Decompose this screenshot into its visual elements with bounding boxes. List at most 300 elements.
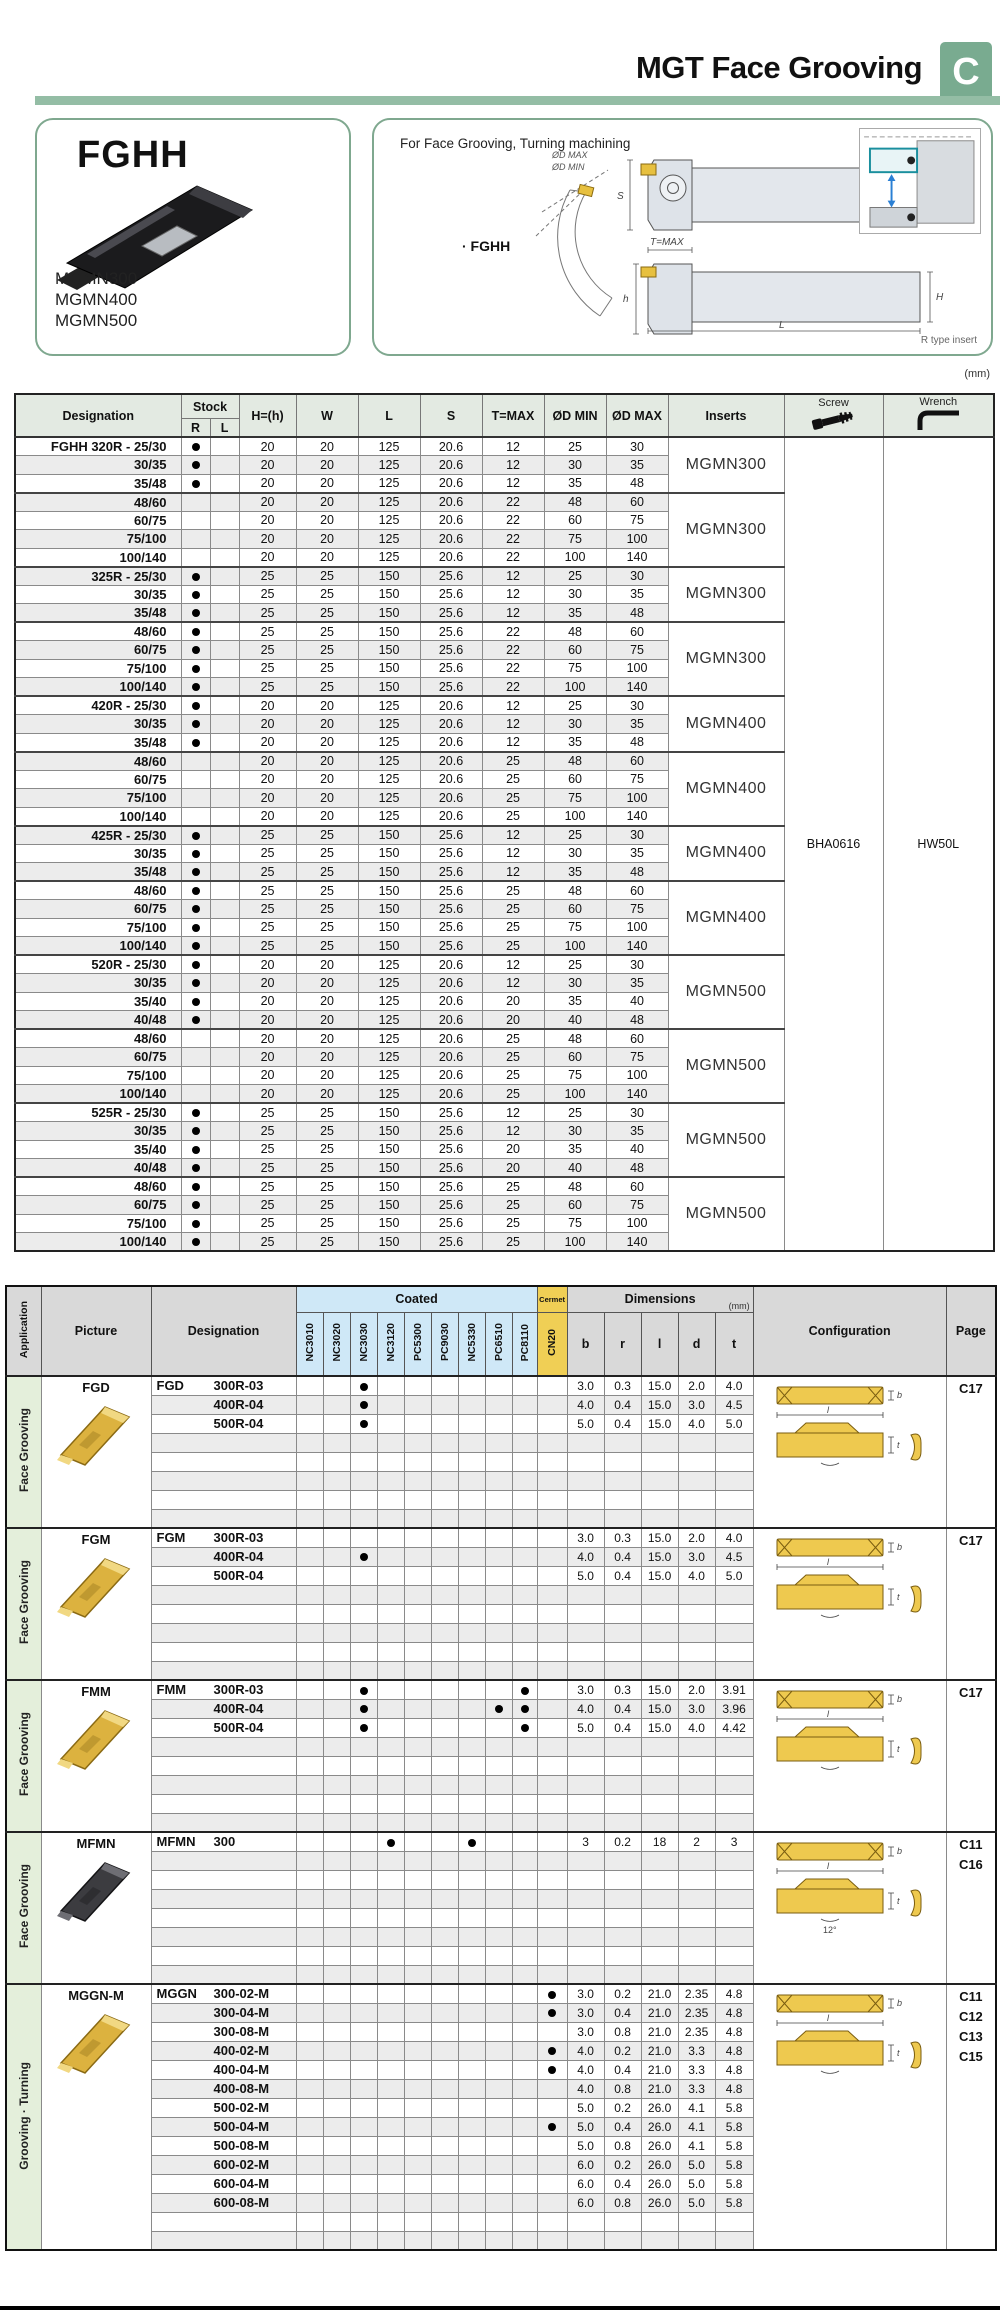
configuration-cell [753,1376,946,1528]
t2-grade-cell [377,2231,404,2250]
t2-dim-cell: 21.0 [641,2041,678,2060]
t2-grade-cell [512,1528,537,1547]
t2-grade-cell [537,1965,567,1984]
t1-value-cell: 125 [358,548,420,567]
t1-value-cell: 25 [239,1159,296,1178]
t2-grade-cell [512,2193,537,2212]
t2-grade-cell [377,1813,404,1832]
configuration-diagram [761,1833,939,1943]
t2-dim-cell: 0.3 [604,1528,641,1547]
t1-value-cell: 20 [296,1011,358,1030]
t1-designation: 420R - 25/30 [15,696,181,715]
t2-dim-cell [604,1737,641,1756]
t2-grade-cell [350,1832,377,1851]
t2-grade-cell [512,2060,537,2079]
t2-grade-cell [458,1965,485,1984]
t2-dim-cell [641,1775,678,1794]
t1-stock-r-cell [181,696,210,715]
t2-grade-cell [323,1433,350,1452]
grade-dot [521,1724,529,1732]
t2-grade-cell [485,2098,512,2117]
t2-grade-cell [377,1509,404,1528]
rect [692,272,920,322]
t2-grade-cell [296,1946,323,1965]
t1-value-cell: 35 [544,474,606,493]
insert-spec-table [5,1285,997,2251]
t1-value-cell: 125 [358,493,420,512]
t1-value-cell: 25 [482,1214,544,1233]
div [152,1700,296,1718]
circle [907,156,915,164]
t1-designation: 60/75 [15,511,181,530]
t1-value-cell: 22 [482,622,544,641]
t2-grade-cell [512,2174,537,2193]
config-b-label: b [896,1694,902,1704]
path [888,1437,894,1453]
t2-dim-cell: 0.2 [604,1984,641,2003]
t1-value-cell: 25.6 [420,900,482,919]
t1-value-cell: 60 [606,1029,668,1048]
t1-value-cell: 25 [239,1177,296,1196]
div [152,1415,296,1433]
div [152,1852,296,1870]
g [627,160,633,230]
t2-grade-cell [377,2212,404,2231]
t1-header-h: H=(h) [239,394,296,437]
page-ref: C11 [959,1837,983,1852]
t1-value-cell: 35 [606,456,668,475]
t2-grade-cell [404,1718,431,1737]
t2-grade-cell [350,1851,377,1870]
t2-grade-cell [458,1490,485,1509]
t1-stock-l-cell [210,511,239,530]
div [152,1396,296,1414]
t2-grade-cell [296,1490,323,1509]
t2-grade-cell [350,2155,377,2174]
div [152,1776,296,1794]
t2-grade-cell [404,1813,431,1832]
dmax-label: ØD MAX [552,150,588,160]
t1-designation: 75/100 [15,530,181,549]
t2-grade-cell [404,1433,431,1452]
t1-stock-l-cell [210,456,239,475]
t2-grade-cell [350,1395,377,1414]
rect [821,415,839,426]
t2-grade-cell [512,1927,537,1946]
t2-grade-cell [296,1737,323,1756]
div [152,1795,296,1813]
t1-value-cell: 150 [358,1233,420,1252]
t2-grade-cell [377,2060,404,2079]
t1-stock-l-cell [210,474,239,493]
t2-grade-cell [458,2041,485,2060]
t2-grade-cell [350,1718,377,1737]
t1-value-cell: 12 [482,974,544,993]
t2-grade-cell [377,1889,404,1908]
t2-designation-cell [151,1832,296,1851]
t1-insert-cell: MGMN400 [668,696,784,752]
t2-grade-cell [512,2231,537,2250]
configuration-diagram [761,1985,939,2095]
t1-value-cell: 20 [296,789,358,808]
t2-grade-cell [431,2079,458,2098]
t1-stock-l-cell [210,900,239,919]
t1-value-cell: 20 [296,511,358,530]
t2-header-dim: d [678,1312,715,1376]
t2-grade-cell [458,1452,485,1471]
t2-grade-cell [323,2079,350,2098]
t1-designation: 75/100 [15,1066,181,1085]
t1-value-cell: 22 [482,548,544,567]
designation-name: 400-04-M [213,2062,270,2077]
t1-head [15,394,994,437]
stock-dot [192,702,200,710]
t2-grade-cell [404,1965,431,1984]
config-b-label: b [896,1846,902,1856]
t2-grade-cell [350,2136,377,2155]
t2-designation-cell [151,1756,296,1775]
t2-grade-cell [404,1547,431,1566]
t2-grade-cell [537,1509,567,1528]
grade-label: NC5330 [465,1322,478,1362]
page-cell [946,1984,996,2250]
t1-value-cell: 25 [239,918,296,937]
t1-value-cell: 25 [482,770,544,789]
t2-grade-cell [404,1908,431,1927]
t1-value-cell: 35 [606,715,668,734]
t1-value-cell: 25.6 [420,641,482,660]
t1-stock-r-cell [181,456,210,475]
t2-grade-cell [377,1756,404,1775]
t2-dim-cell: 3.91 [715,1680,753,1699]
t2-grade-cell [323,1509,350,1528]
t2-designation-cell [151,1661,296,1680]
t2-designation-cell [151,2174,296,2193]
t2-grade-cell [296,1927,323,1946]
div [152,1453,296,1471]
stock-dot [192,609,200,617]
t2-dim-cell [604,1794,641,1813]
t2-grade-cell [485,1509,512,1528]
screw-icon [811,409,857,431]
t1-value-cell: 20.6 [420,1011,482,1030]
t1-value-cell: 20 [296,770,358,789]
t2-dim-cell [678,1851,715,1870]
t2-grade-cell [431,1965,458,1984]
t2-grade-cell [296,2193,323,2212]
t1-value-cell: 25 [296,567,358,586]
t1-value-cell: 140 [606,1085,668,1104]
t2-dim-cell [715,1927,753,1946]
t2-dim-cell [604,1490,641,1509]
t2-dim-cell [604,1756,641,1775]
t2-header-grade [296,1312,323,1376]
insert-image [51,1851,141,1933]
t2-dim-cell: 3.96 [715,1699,753,1718]
path [927,272,933,322]
t2-dim-cell [567,1433,604,1452]
t2-dim-cell: 26.0 [641,2193,678,2212]
t2-grade-cell [431,1452,458,1471]
hsmall-dim-label: h [623,294,629,305]
t1-value-cell: 25.6 [420,826,482,845]
t2-grade-cell [296,1870,323,1889]
t1-value-cell: 150 [358,1196,420,1215]
t2-dim-cell: 4.5 [715,1395,753,1414]
config-b-label: b [896,1998,902,2008]
t2-grade-cell [512,1414,537,1433]
t2-dim-cell: 15.0 [641,1718,678,1737]
t2-dim-cell: 6.0 [567,2155,604,2174]
config-t-label: t [896,1440,900,1450]
t1-stock-l-cell [210,715,239,734]
designation-prefix: MGGN [156,1986,197,2002]
t1-stock-l-cell [210,622,239,641]
t2-grade-cell [377,2136,404,2155]
t2-grade-cell [537,1851,567,1870]
t1-stock-l-cell [210,1103,239,1122]
t1-designation: 60/75 [15,1048,181,1067]
t1-value-cell: 75 [606,641,668,660]
designation-name: 500R-04 [213,1568,264,1583]
t2-grade-cell [512,1737,537,1756]
t2-grade-cell [350,1756,377,1775]
stock-dot [192,1109,200,1117]
t2-dim-cell [678,1623,715,1642]
t2-grade-cell [350,2003,377,2022]
t2-grade-cell [485,2022,512,2041]
div [152,1643,296,1661]
stock-dot [192,868,200,876]
t2-dim-cell: 21.0 [641,2022,678,2041]
t2-dim-cell [641,1452,678,1471]
t2-grade-cell [323,1756,350,1775]
t1-stock-r-cell [181,567,210,586]
t2-grade-cell [323,2212,350,2231]
t2-designation-cell [151,2117,296,2136]
t1-stock-r-cell [181,807,210,826]
t1-value-cell: 25 [296,678,358,697]
t1-value-cell: 25.6 [420,937,482,956]
s-dim-label: S [617,191,624,202]
page-ref: C17 [958,1685,983,1700]
t2-dim-cell [604,1433,641,1452]
dmin-label: ØD MIN [552,162,585,172]
stock-dot [192,646,200,654]
application-text: Face Grooving [16,1560,31,1645]
t2-grade-cell [485,2193,512,2212]
t1-header-inserts: Inserts [668,394,784,437]
t1-value-cell: 20 [296,548,358,567]
t2-grade-cell [537,1718,567,1737]
grade-label: NC3120 [384,1322,397,1362]
t1-insert-cell: MGMN500 [668,1177,784,1251]
t1-value-cell: 150 [358,1140,420,1159]
t2-dim-cell: 4.0 [567,1699,604,1718]
t2-grade-cell [404,1395,431,1414]
t2-grade-cell [296,2060,323,2079]
t2-designation-cell [151,2079,296,2098]
t1-value-cell: 25.6 [420,1214,482,1233]
t2-grade-cell [537,1984,567,2003]
grade-dot [360,1420,368,1428]
t2-dim-cell [678,1509,715,1528]
t2-grade-cell [323,1471,350,1490]
t2-dim-cell [715,1870,753,1889]
t2-grade-cell [323,1870,350,1889]
t2-grade-cell [458,1737,485,1756]
t1-stock-r-cell [181,604,210,623]
path [777,1564,883,1570]
t1-value-cell: 25 [482,807,544,826]
t1-stock-r-cell [181,770,210,789]
t2-unit-note: (mm) [728,1300,750,1311]
t1-value-cell: 75 [606,1048,668,1067]
t2-grade-cell [431,2098,458,2117]
t2-grade-cell [323,1794,350,1813]
t1-value-cell: 25 [239,881,296,900]
t1-stock-r-cell [181,1159,210,1178]
t2-grade-cell [350,1889,377,1908]
path [795,2031,859,2041]
t1-stock-l-cell [210,1029,239,1048]
t2-dim-cell: 4.0 [567,1547,604,1566]
t2-designation-cell [151,2098,296,2117]
t2-designation-cell [151,1908,296,1927]
t1-value-cell: 20 [239,1029,296,1048]
t1-value-cell: 25 [239,1103,296,1122]
t2-grade-cell [350,1585,377,1604]
t1-insert-cell: MGMN400 [668,881,784,955]
config-b-label: b [896,1542,902,1552]
t2-grade-cell [404,2041,431,2060]
t1-value-cell: 125 [358,530,420,549]
t1-value-cell: 30 [544,715,606,734]
t2-dim-cell: 3.3 [678,2060,715,2079]
t1-value-cell: 20.6 [420,696,482,715]
t1-value-cell: 25.6 [420,1140,482,1159]
t2-dim-cell: 4.8 [715,2041,753,2060]
t2-grade-cell [537,2022,567,2041]
div [152,1529,296,1547]
t2-designation-cell [151,1946,296,1965]
t1-value-cell: 100 [544,1085,606,1104]
t2-dim-cell [567,1927,604,1946]
path [795,1879,859,1889]
t1-value-cell: 20 [296,715,358,734]
t2-grade-cell [458,1433,485,1452]
t1-stock-r-cell [181,826,210,845]
t1-stock-l-cell [210,752,239,771]
t2-grade-cell [512,1471,537,1490]
t1-value-cell: 125 [358,474,420,493]
t2-dim-cell [678,1604,715,1623]
t1-stock-l-cell [210,918,239,937]
t1-stock-l-cell [210,585,239,604]
application-cell [6,1528,41,1680]
grade-label: PC6510 [492,1323,505,1362]
t2-grade-cell [485,2079,512,2098]
t2-designation-cell [151,1870,296,1889]
t1-designation: 48/60 [15,752,181,771]
t2-dim-cell [678,1471,715,1490]
t2-grade-cell [323,2041,350,2060]
t1-value-cell: 25 [544,826,606,845]
t1-value-cell: 125 [358,752,420,771]
t2-designation-cell [151,2155,296,2174]
t2-dim-cell [604,1642,641,1661]
t2-grade-cell [323,1832,350,1851]
grade-label: NC3030 [357,1322,370,1362]
t2-dim-cell: 26.0 [641,2117,678,2136]
insert-image [51,1547,141,1629]
t2-designation-cell [151,1775,296,1794]
t2-grade-cell [512,1984,537,2003]
t2-grade-cell [431,1984,458,2003]
t1-value-cell: 25.6 [420,567,482,586]
t1-value-cell: 22 [482,493,544,512]
t2-grade-cell [512,1395,537,1414]
div [152,2175,296,2193]
t2-dim-cell: 5.0 [567,2117,604,2136]
rect [777,1433,883,1457]
t2-dim-cell [678,1870,715,1889]
t1-value-cell: 25 [482,1048,544,1067]
t1-value-cell: 12 [482,715,544,734]
t2-grade-cell [323,1946,350,1965]
t1-header-tmax: T=MAX [482,394,544,437]
t2-dim-cell [641,1604,678,1623]
polygon [888,201,896,208]
t2-dim-cell: 5.0 [567,1414,604,1433]
t2-grade-cell [350,1471,377,1490]
t2-grade-cell [404,1509,431,1528]
t1-value-cell: 20.6 [420,511,482,530]
t2-grade-cell [512,1547,537,1566]
t1-value-cell: 100 [544,548,606,567]
t2-dim-cell: 5.0 [715,1414,753,1433]
rect [777,1889,883,1913]
t2-grade-cell [485,2117,512,2136]
t1-designation: 35/48 [15,863,181,882]
t1-value-cell: 25 [239,937,296,956]
t1-value-cell: 125 [358,1066,420,1085]
t1-value-cell: 150 [358,1103,420,1122]
path [777,1412,883,1418]
circle [907,213,915,221]
t2-dim-cell: 5.8 [715,2174,753,2193]
t1-value-cell: 25 [239,863,296,882]
t2-grade-cell [404,1756,431,1775]
t2-grade-cell [537,1737,567,1756]
t2-grade-cell [485,1547,512,1566]
t1-value-cell: 25 [239,1196,296,1215]
t1-value-cell: 25 [296,604,358,623]
t1-value-cell: 25 [239,1140,296,1159]
t1-value-cell: 60 [606,1177,668,1196]
t2-grade-cell [485,1737,512,1756]
t2-grade-cell [323,1889,350,1908]
stock-dot [192,1016,200,1024]
path [777,2020,883,2026]
t1-value-cell: 20.6 [420,733,482,752]
t2-grade-cell [323,2098,350,2117]
path [821,1615,839,1617]
stock-dot [192,961,200,969]
path [911,1738,921,1764]
path [920,413,959,430]
t2-grade-cell [458,2193,485,2212]
